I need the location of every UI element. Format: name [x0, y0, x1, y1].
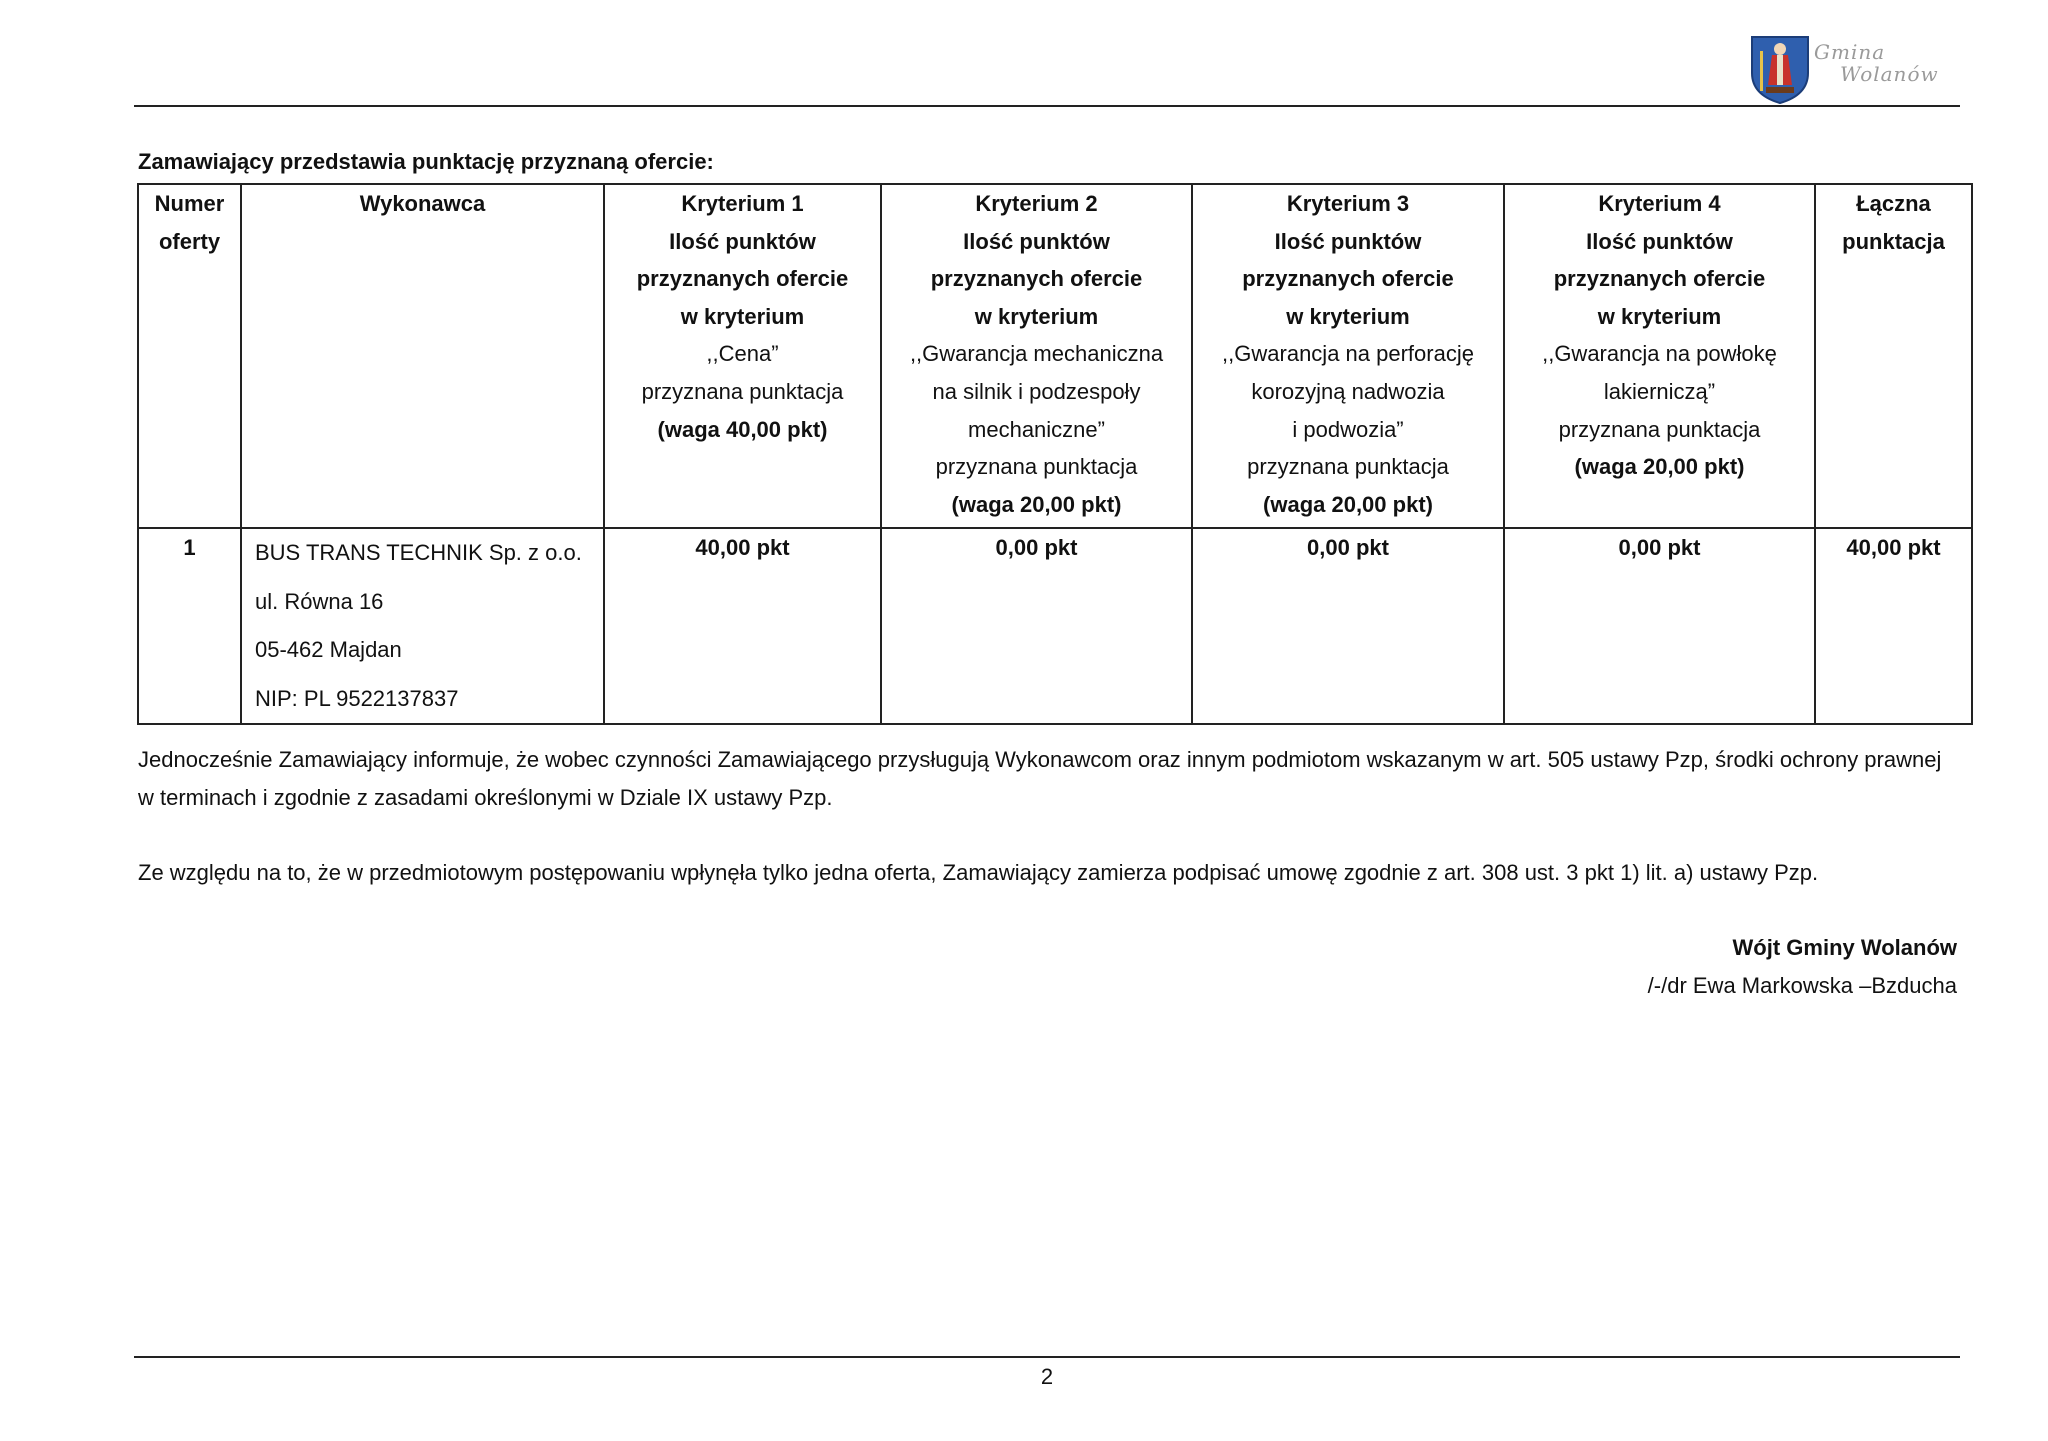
cell-total: 40,00 pkt	[1815, 528, 1972, 724]
header-criterion-2: Kryterium 2 Ilość punktów przyznanych ofercie w kryterium ,,Gwarancja mechaniczna na silnik i podzespoły mechaniczne” przyznana punktacja (waga 20,00 pkt)	[881, 184, 1192, 528]
contract-intent-paragraph: Ze względu na to, że w przedmiotowym postępowaniu wpłynęła tylko jedna oferta, Zamawiający zamierza podpisać umowę zgodnie z art. 308 ust. 3 pkt 1) lit. a) ustawy Pzp.	[138, 860, 1819, 885]
municipality-logo	[1748, 33, 1938, 105]
signatory-name: /-/dr Ewa Markowska –Bzducha	[1647, 972, 1957, 998]
cell-criterion-2: 0,00 pkt	[881, 528, 1192, 724]
vendor-street: ul. Równa 16	[255, 588, 384, 614]
cell-criterion-4: 0,00 pkt	[1504, 528, 1815, 724]
cell-offer-number: 1	[138, 528, 241, 724]
legal-remedies-paragraph: Jednocześnie Zamawiający informuje, że wobec czynności Zamawiającego przysługują Wykonawcom oraz innym podmiotom wskazanym w art. 505 ustawy Pzp, środki ochrony prawnej w terminach i zgodnie z zasadami określonymi w Dziale IX ustawy Pzp.	[138, 747, 1942, 810]
coat-of-arms-icon	[1748, 33, 1812, 105]
table-row	[138, 528, 1972, 724]
cell-criterion-3: 0,00 pkt	[1192, 528, 1504, 724]
vendor-name: BUS TRANS TECHNIK Sp. z o.o.	[255, 540, 582, 566]
header-criterion-3: Kryterium 3 Ilość punktów przyznanych ofercie w kryterium ,,Gwarancja na perforację korozyjną nadwozia i podwozia” przyznana punktacja (waga 20,00 pkt)	[1192, 184, 1504, 528]
cell-vendor	[241, 528, 604, 724]
cell-criterion-1: 40,00 pkt	[604, 528, 881, 724]
intro-heading: Zamawiający przedstawia punktację przyznaną ofercie:	[138, 149, 714, 174]
table-header-row	[138, 184, 1972, 528]
vendor-nip: NIP: PL 9522137837	[255, 685, 459, 711]
score-table	[137, 183, 1973, 725]
vendor-city: 05-462 Majdan	[255, 637, 402, 663]
signature-block	[1648, 929, 1957, 1004]
header-criterion-1: Kryterium 1 Ilość punktów przyznanych ofercie w kryterium ,,Cena” przyznana punktacja (waga 40,00 pkt)	[604, 184, 881, 528]
header-vendor: Wykonawca	[241, 184, 604, 528]
signatory-title: Wójt Gminy Wolanów	[1732, 935, 1957, 960]
header-divider	[134, 105, 1960, 107]
footer-divider	[134, 1356, 1960, 1358]
header-offer-number: Numer oferty	[138, 184, 241, 528]
header-total: Łączna punktacja	[1815, 184, 1972, 528]
header-criterion-4: Kryterium 4 Ilość punktów przyznanych ofercie w kryterium ,,Gwarancja na powłokę lakierniczą” przyznana punktacja (waga 20,00 pkt)	[1504, 184, 1815, 528]
page-number: 2	[1040, 1364, 1054, 1389]
logo-wordmark: Gmina Wolanów	[1814, 40, 1939, 86]
